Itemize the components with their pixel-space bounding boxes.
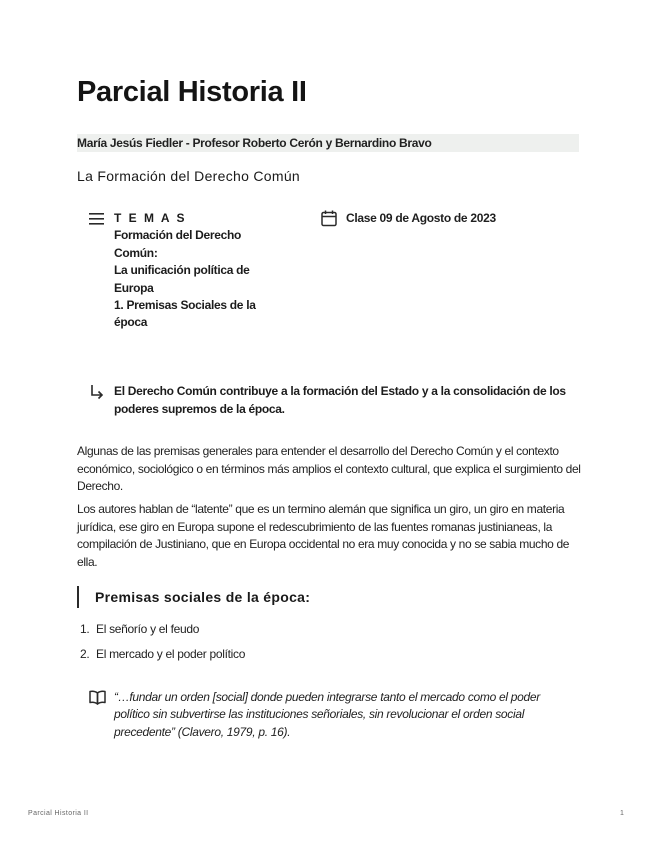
list-item (80, 646, 245, 671)
list-item-text: El señorío y el feudo (96, 622, 200, 636)
authors-line: María Jesús Fiedler - Profesor Roberto Cerón y Bernardino Bravo (77, 134, 579, 152)
menu-icon (89, 213, 105, 225)
arrow-down-right-icon (89, 384, 105, 400)
temas-label: T E M A S (114, 211, 187, 225)
list-item-text: El mercado y el poder político (96, 646, 246, 661)
temas-line: 1. Premisas Sociales de la (114, 298, 256, 313)
temas-line: Formación del Derecho (114, 228, 242, 243)
list-number: 1. (80, 622, 90, 636)
temas-line: época (114, 315, 148, 330)
paragraph: Los autores hablan de “latente” que es un termino alemán que significa un giro, un giro en materia jurídica, ese giro en Europa supone el redescubrimiento de las fuentes romanas justinianeas, la compilación de Justiniano, que en Europa occidental no era muy conocida y no se sabia mucho de ella. (77, 502, 570, 569)
footer-title: Parcial Historia II (28, 810, 89, 817)
calendar-icon (321, 210, 337, 227)
temas-line: Europa (114, 280, 154, 295)
list-item (80, 621, 245, 646)
premisas-heading: Premisas sociales de la época: (95, 589, 311, 605)
citation-text: “…fundar un orden [social] donde pueden integrarse tanto el mercado como el poder político sin subvertirse las instituciones señoriales, sin revolucionar el orden social precedente” (Clavero, 1979, p. 16). (114, 690, 540, 739)
temas-line: Común: (114, 245, 158, 260)
book-open-icon (89, 690, 106, 705)
paragraph: Algunas de las premisas generales para entender el desarrollo del Derecho Común y el contexto económico, sociológico o en términos más amplios el contexto cultural, que explica el surgimiento del Derecho. (77, 444, 581, 493)
temas-text (114, 210, 284, 332)
temas-line: La unificación política de (114, 263, 250, 278)
page-number: 1 (620, 810, 624, 817)
section-heading: La Formación del Derecho Común (77, 168, 300, 184)
class-date: Clase 09 de Agosto de 2023 (346, 211, 496, 225)
premisas-heading-block (77, 586, 311, 608)
list-number: 2. (80, 646, 90, 661)
premisas-list (80, 621, 245, 670)
callout-text: El Derecho Común contribuye a la formación del Estado y a la consolidación de los poderes supremos de la época. (114, 384, 566, 416)
page-title: Parcial Historia II (77, 76, 307, 108)
